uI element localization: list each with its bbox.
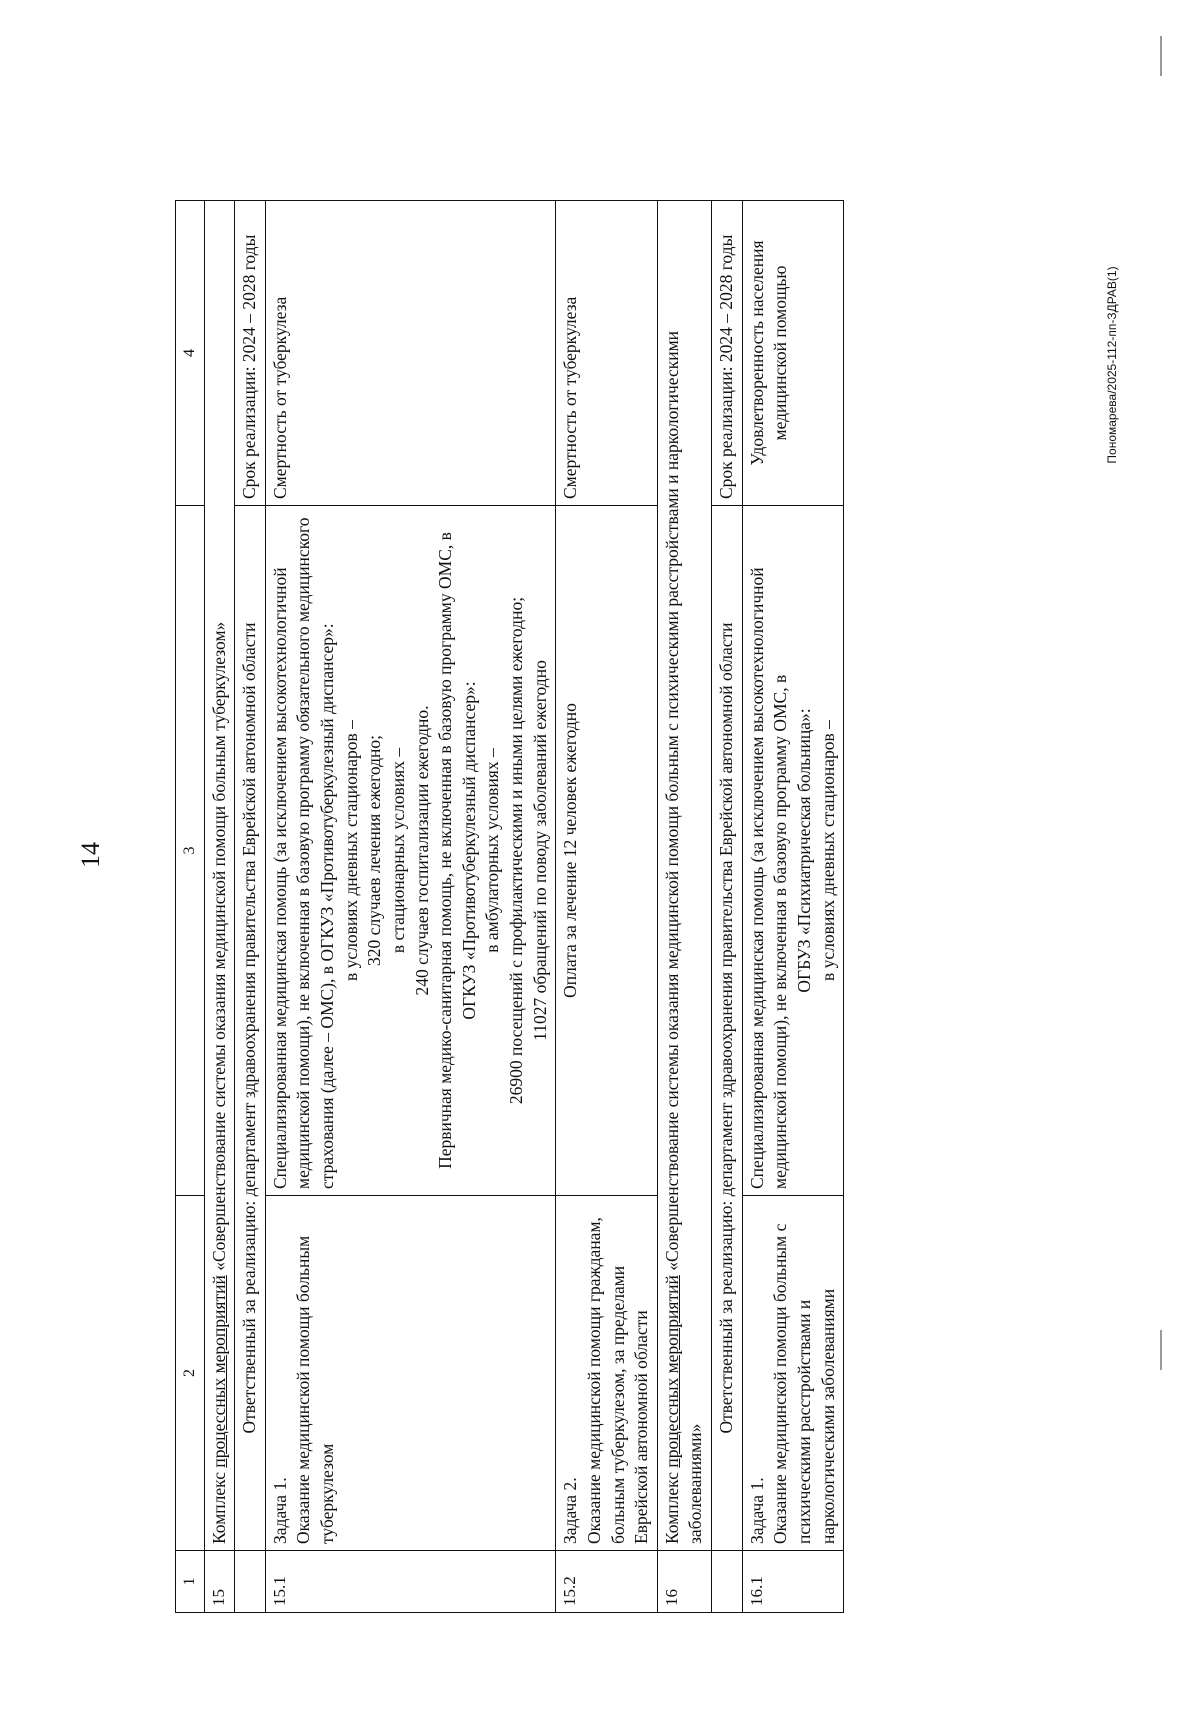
section-15-responsible-row: [235, 201, 266, 1613]
section-16-responsible: Ответственный за реализацию: департамент здравоохранения правительства Еврейской автономной области: [712, 506, 743, 1551]
row-15-2-result: Смертность от туберкулеза: [556, 201, 658, 506]
row-15-2-measure: Оплата за лечение 12 человек ежегодно: [556, 506, 658, 1196]
row-15-2-number: 15.2: [556, 1551, 658, 1613]
section-16-responsible-row: [712, 201, 743, 1613]
row-15-2: [556, 201, 658, 1613]
section-16-title: Комплекс процессных мероприятий «Совершенствование системы оказания медицинской помощи больным с психическими расстройствами и наркологическими заболеваниями»: [657, 201, 711, 1551]
column-number-3: 3: [176, 506, 205, 1196]
section-15-number: 15: [204, 1551, 235, 1613]
section-16-title-row: [657, 201, 711, 1613]
section-15-term: Срок реализации: 2024 – 2028 годы: [235, 201, 266, 506]
row-15-1-intro: Специализированная медицинская помощь (за исключением высокотехнологичной медицинской помощи), не включенная в базовую программу обязательного медицинского страхования (далее – ОМС), в ОГКУЗ «Противотуберкулезный диспансер»:: [269, 517, 338, 1189]
column-number-4: 4: [176, 201, 205, 506]
row-15-1: [265, 201, 556, 1613]
row-16-1-number: 16.1: [742, 1551, 844, 1613]
row-16-1-measures: Специализированная медицинская помощь (за исключением высокотехнологичной медицинской помощи), не включенная в базовую программу ОМС, в ОГБУЗ «Психиатрическая больница»: в условиях дневных стационаров –: [742, 506, 844, 1196]
section-15-title-underlined: процессных мероприятий: [208, 1275, 229, 1468]
column-number-1: 1: [176, 1551, 205, 1613]
row-16-1-result: Удовлетворенность населения медицинской помощью: [742, 201, 844, 506]
scan-mark-top: [1160, 36, 1162, 76]
section-15-responsible: Ответственный за реализацию: департамент здравоохранения правительства Еврейской автономной области: [235, 506, 266, 1551]
row-15-1-task: Задача 1. Оказание медицинской помощи больным туберкулезом: [265, 1196, 556, 1551]
section-16-number: 16: [657, 1551, 711, 1613]
section-15-title: Комплекс процессных мероприятий «Совершенствование системы оказания медицинской помощи больным туберкулезом»: [204, 201, 235, 1551]
section-15-title-row: [204, 201, 235, 1613]
row-16-1-intro: Специализированная медицинская помощь (за исключением высокотехнологичной медицинской помощи), не включенная в базовую программу ОМС, в: [746, 567, 791, 1189]
document-code: Пономарева/2025-112-пп-ЗДРАВ(1): [1105, 266, 1119, 464]
section-16-term: Срок реализации: 2024 – 2028 годы: [712, 201, 743, 506]
measures-table: [175, 200, 844, 1613]
column-number-2: 2: [176, 1196, 205, 1551]
row-16-1-task: Задача 1. Оказание медицинской помощи больным с психическими расстройствами и наркологическими заболеваниями: [742, 1196, 844, 1551]
row-16-1: [742, 201, 844, 1613]
row-15-2-task: Задача 2. Оказание медицинской помощи гражданам, больным туберкулезом, за пределами Еврейской автономной области: [556, 1196, 658, 1551]
row-15-1-result: Смертность от туберкулеза: [265, 201, 556, 506]
section-16-title-underlined: процессных мероприятий: [661, 1275, 682, 1468]
page-number: 14: [76, 842, 105, 868]
table-rotated-container: [175, 201, 1175, 1613]
column-number-row: [176, 201, 205, 1613]
row-15-1-number: 15.1: [265, 1551, 556, 1613]
row-15-1-measures: Специализированная медицинская помощь (за исключением высокотехнологичной медицинской помощи), не включенная в базовую программу обязательного медицинского страхования (далее – ОМС), в ОГКУЗ «Противотуберкулезный диспансер»: в условиях дневных стационаров – 320 случаев лечения ежегодно; в стационарных условиях – 240 случаев госпитализации ежегодно. Первичная медико-санитарная помощь, не включенная в базовую программу ОМС, в ОГКУЗ «Противотуберкулезный диспансер»: в амбулаторных условиях – 26900 посещений с профилактическими и иными целями ежегодно; 11027 обращений по поводу заболеваний ежегодно: [265, 506, 556, 1196]
